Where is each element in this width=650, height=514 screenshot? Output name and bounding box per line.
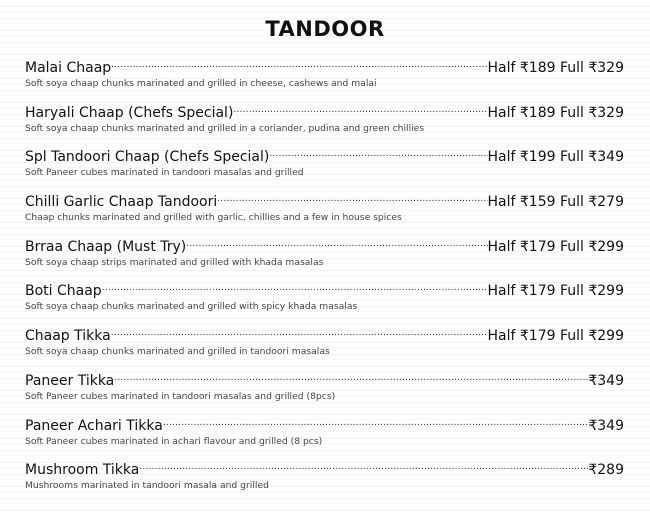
item-description: Soft soya chaap chunks marinated and grilled in a coriander, pudina and green chillies [25, 122, 425, 134]
menu-item [25, 99, 624, 144]
item-price: ₹349 [588, 417, 624, 434]
dot-leader [186, 233, 487, 251]
item-name: Chaap Tikka [25, 328, 111, 345]
item-price: ₹289 [588, 462, 624, 479]
menu-item-line [25, 233, 624, 256]
menu-item [25, 143, 624, 188]
item-description: Soft soya chaap chunks marinated and grilled in cheese, cashews and malai [25, 78, 377, 89]
menu-item [25, 54, 624, 99]
menu-item [25, 412, 624, 457]
dot-leader [269, 143, 487, 161]
menu-items-list [25, 54, 624, 501]
item-price: Half ₹159 Full ₹279 [487, 194, 624, 211]
dot-leader [139, 456, 588, 474]
menu-item-line [25, 277, 624, 300]
item-name: Brraa Chaap (Must Try) [25, 238, 187, 255]
item-name: Paneer Achari Tikka [25, 417, 163, 434]
menu-item-line [25, 188, 624, 211]
item-name: Mushroom Tikka [25, 462, 140, 479]
item-name: Spl Tandoori Chaap (Chefs Special) [25, 149, 270, 166]
section-title: TANDOOR [265, 17, 385, 41]
item-description: Chaap chunks marinated and grilled with garlic, chillies and a few in house spices [25, 212, 402, 224]
menu-item [25, 277, 624, 322]
item-description: Mushrooms marinated in tandoori masala and grilled [25, 480, 269, 492]
menu-item-line [25, 322, 624, 345]
menu-item-line [25, 456, 624, 479]
item-price: Half ₹189 Full ₹329 [487, 104, 624, 121]
item-name: Haryali Chaap (Chefs Special) [25, 104, 234, 121]
menu-item [25, 322, 624, 367]
menu-item-line [25, 54, 624, 77]
item-description: Soft Paneer cubes marinated in tandoori masalas and grilled [25, 167, 304, 179]
item-price: Half ₹189 Full ₹329 [487, 60, 624, 76]
item-description: Soft Paneer cubes marinated in tandoori masalas and grilled (8pcs) [25, 390, 336, 402]
item-price: Half ₹179 Full ₹299 [487, 328, 624, 345]
item-price: ₹349 [588, 372, 624, 389]
menu-item [25, 367, 624, 412]
item-description: Soft soya chaap chunks marinated and grilled with spicy khada masalas [25, 301, 358, 313]
menu-item-line [25, 143, 624, 166]
dot-leader [102, 277, 488, 295]
menu-item [25, 188, 624, 233]
menu-item-line [25, 412, 624, 435]
dot-leader [114, 367, 588, 385]
item-name: Malai Chaap [25, 60, 112, 76]
item-price: Half ₹179 Full ₹299 [487, 238, 624, 255]
dot-leader [111, 322, 488, 340]
item-name: Boti Chaap [25, 283, 102, 300]
item-name: Chilli Garlic Chaap Tandoori [25, 194, 218, 211]
item-price: Half ₹179 Full ₹299 [487, 283, 624, 300]
dot-leader [233, 99, 487, 117]
dot-leader [217, 188, 487, 206]
menu-item [25, 456, 624, 501]
item-description: Soft Paneer cubes marinated in achari flavour and grilled (8 pcs) [25, 435, 323, 447]
dot-leader [163, 412, 589, 430]
item-description: Soft soya chaap strips marinated and grilled with khada masalas [25, 256, 324, 268]
item-name: Paneer Tikka [25, 372, 115, 389]
menu-item [25, 233, 624, 278]
item-price: Half ₹199 Full ₹349 [487, 149, 624, 166]
dot-leader [111, 54, 487, 72]
item-description: Soft soya chaap chunks marinated and grilled in tandoori masalas [25, 346, 330, 358]
menu-item-line [25, 367, 624, 390]
menu-item-line [25, 99, 624, 122]
